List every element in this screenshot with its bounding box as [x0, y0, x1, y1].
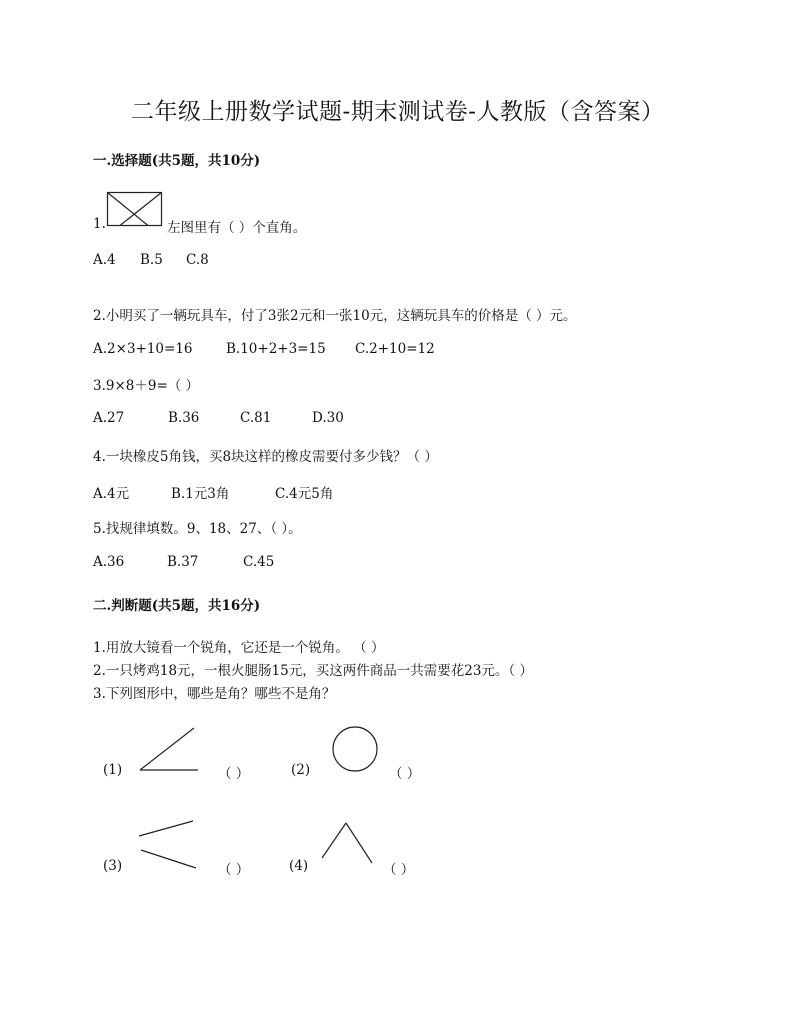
q3-option-a: A.27	[93, 410, 125, 426]
figure-4-angle	[320, 820, 376, 866]
question-3-text: 3.9×8＋9=（ ）	[93, 378, 200, 394]
figure-1-angle	[138, 725, 202, 773]
figure-2-blank: （ ）	[389, 766, 421, 782]
q3-option-d: D.30	[312, 410, 344, 426]
figure-2-circle	[332, 726, 380, 774]
figure-1-label: (1)	[103, 762, 123, 778]
q3-option-c: C.81	[240, 410, 272, 426]
figure-3-blank: （ ）	[218, 862, 250, 878]
question-4-text: 4.一块橡皮5角钱，买8块这样的橡皮需要付多少钱？（ ）	[93, 449, 438, 465]
page-title: 二年级上册数学试题-期末测试卷-人教版（含答案）	[131, 99, 665, 125]
q1-option-b: B.5	[140, 252, 163, 268]
figure-2-label: (2)	[291, 762, 311, 778]
judge-question-1: 1.用放大镜看一个锐角，它还是一个锐角。 （ ）	[93, 640, 385, 656]
q4-option-a: A.4元	[93, 486, 130, 502]
q2-option-b: B.10+2+3=15	[226, 341, 326, 357]
figure-1-blank: （ ）	[218, 766, 250, 782]
question-1-text: 左图里有（ ）个直角。	[167, 220, 307, 236]
figure-4-label: (4)	[289, 858, 309, 874]
q1-option-c: C.8	[186, 252, 209, 268]
figure-3-two-lines	[137, 818, 199, 872]
q4-option-b: B.1元3角	[171, 486, 230, 502]
q4-option-c: C.4元5角	[275, 486, 334, 502]
q3-option-b: B.36	[168, 410, 200, 426]
figure-3-label: (3)	[103, 858, 123, 874]
q1-option-a: A.4	[93, 252, 116, 268]
q2-option-a: A.2×3+10=16	[93, 341, 193, 357]
rectangle-diagonals-figure	[107, 192, 163, 228]
question-2-text: 2.小明买了一辆玩具车，付了3张2元和一张10元，这辆玩具车的价格是（ ）元。	[93, 308, 577, 324]
question-1-number: 1.	[93, 216, 106, 232]
q2-option-c: C.2+10=12	[355, 341, 435, 357]
judge-question-3: 3.下列图形中，哪些是角？哪些不是角？	[93, 686, 336, 702]
q5-option-b: B.37	[167, 554, 199, 570]
section-heading-choice: 一.选择题(共5题，共10分)	[93, 153, 261, 169]
q5-option-c: C.45	[243, 554, 275, 570]
figure-4-blank: （ ）	[383, 862, 415, 878]
q5-option-a: A.36	[93, 554, 125, 570]
section-heading-judgement: 二.判断题(共5题，共16分)	[93, 598, 261, 614]
judge-question-2: 2.一只烤鸡18元，一根火腿肠15元，买这两件商品一共需要花23元。（ ）	[93, 663, 533, 679]
question-5-text: 5.找规律填数。9、18、27、（ ）。	[93, 521, 302, 537]
